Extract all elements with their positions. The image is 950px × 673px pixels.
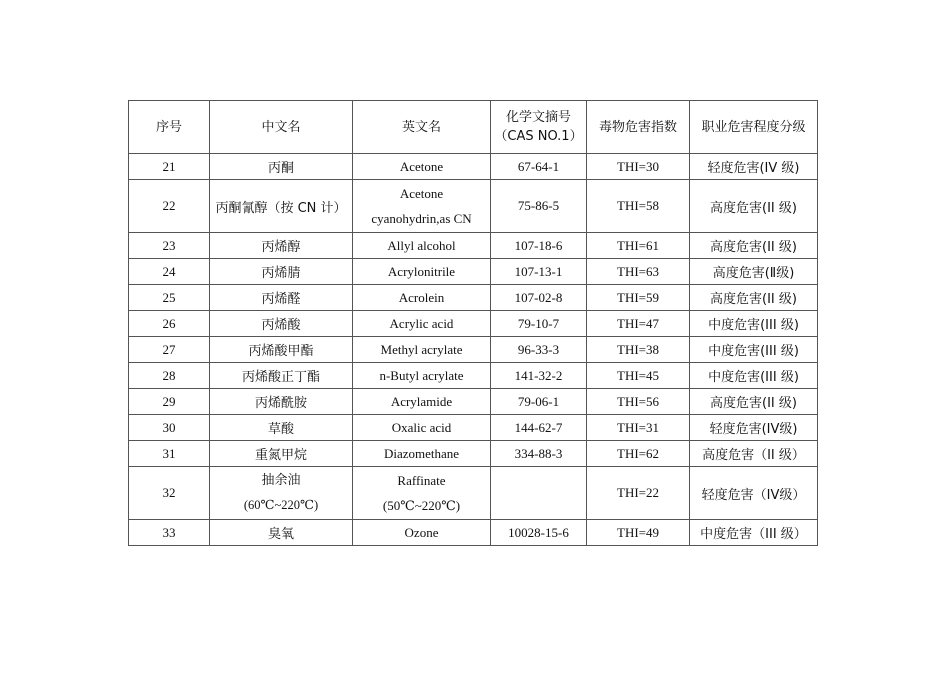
table-row [129,259,818,285]
cell-thi: THI=49 [587,520,690,546]
cell-english-name: Allyl alcohol [353,233,491,259]
cell-chinese-name: 丙烯醇 [210,233,353,259]
cell-no: 23 [129,233,210,259]
table-row [129,363,818,389]
cell-english-name: Ozone [353,520,491,546]
cell-no: 22 [129,180,210,233]
cell-english-name: Methyl acrylate [353,337,491,363]
cell-chinese-name: 丙烯酸 [210,311,353,337]
cell-grade: 高度危害(II 级) [690,180,818,233]
cell-english-name: Oxalic acid [353,415,491,441]
cell-grade: 高度危害(II 级) [690,233,818,259]
cell-cas: 334-88-3 [491,441,587,467]
table-row [129,441,818,467]
cell-thi: THI=62 [587,441,690,467]
header-thi: 毒物危害指数 [587,101,690,154]
cell-no: 31 [129,441,210,467]
cell-english-name-line2: (50℃~220℃) [382,498,461,513]
header-chinese-name: 中文名 [210,101,353,154]
header-row [129,101,818,154]
table-row [129,520,818,546]
cell-english-name-line1: Raffinate [397,473,446,488]
cell-no: 26 [129,311,210,337]
cell-english-name: Acrylamide [353,389,491,415]
table-row [129,285,818,311]
cell-thi: THI=30 [587,154,690,180]
cell-cas: 75-86-5 [491,180,587,233]
cell-grade: 高度危害(II 级) [690,389,818,415]
table-row [129,389,818,415]
cell-no: 25 [129,285,210,311]
cell-english-name-line2: cyanohydrin,as CN [371,211,472,226]
cell-chinese-name: 丙酮 [210,154,353,180]
table-row [129,467,818,520]
cell-cas: 107-02-8 [491,285,587,311]
cell-cas: 144-62-7 [491,415,587,441]
cell-thi: THI=58 [587,180,690,233]
cell-english-name: Acrylonitrile [353,259,491,285]
cell-chinese-name: 草酸 [210,415,353,441]
cell-thi: THI=59 [587,285,690,311]
table-row [129,180,818,233]
cell-cas: 67-64-1 [491,154,587,180]
cell-no: 30 [129,415,210,441]
cell-chinese-name: 丙烯酸甲酯 [210,337,353,363]
cell-chinese-name-line1: 抽余油 [261,473,301,488]
cell-english-name: n-Butyl acrylate [353,363,491,389]
cell-grade: 中度危害(III 级) [690,311,818,337]
cell-chinese-name: 丙烯醛 [210,285,353,311]
cell-english-name [353,467,491,520]
cell-chinese-name [210,467,353,520]
table-row [129,233,818,259]
cell-no: 21 [129,154,210,180]
table-row [129,154,818,180]
cell-chinese-name: 丙烯酰胺 [210,389,353,415]
header-no: 序号 [129,101,210,154]
cell-no: 27 [129,337,210,363]
cell-english-name: Acetone [353,154,491,180]
cell-no: 32 [129,467,210,520]
cell-grade: 轻度危害(IV 级) [690,154,818,180]
cell-grade: 高度危害(Ⅱ级) [690,259,818,285]
cell-chinese-name-line2: (60℃~220℃) [243,498,319,512]
cell-thi: THI=31 [587,415,690,441]
cell-cas: 141-32-2 [491,363,587,389]
header-cas-line2: （CAS NO.1） [494,129,583,144]
cell-thi: THI=47 [587,311,690,337]
cell-cas: 79-06-1 [491,389,587,415]
cell-english-name-line1: Acetone [399,186,444,201]
cell-thi: THI=45 [587,363,690,389]
cell-no: 24 [129,259,210,285]
table-row [129,415,818,441]
table-row [129,337,818,363]
cell-no: 28 [129,363,210,389]
header-grade: 职业危害程度分级 [690,101,818,154]
cell-chinese-name: 丙酮氰醇（按 CN 计） [210,180,353,233]
cell-grade: 中度危害(III 级) [690,337,818,363]
cell-chinese-name: 重氮甲烷 [210,441,353,467]
cell-cas: 79-10-7 [491,311,587,337]
cell-no: 29 [129,389,210,415]
cell-grade: 轻度危害（IV级） [690,467,818,520]
cell-no: 33 [129,520,210,546]
cell-cas: 96-33-3 [491,337,587,363]
cell-grade: 高度危害(II 级) [690,285,818,311]
cell-grade: 中度危害(III 级) [690,363,818,389]
table-row [129,311,818,337]
cell-thi: THI=22 [587,467,690,520]
cell-thi: THI=61 [587,233,690,259]
cell-english-name: Acrolein [353,285,491,311]
cell-grade: 轻度危害(IV级) [690,415,818,441]
cell-chinese-name: 丙烯酸正丁酯 [210,363,353,389]
cell-grade: 中度危害（III 级） [690,520,818,546]
cell-grade: 高度危害（II 级） [690,441,818,467]
cell-english-name: Diazomethane [353,441,491,467]
cell-thi: THI=56 [587,389,690,415]
cell-cas: 107-13-1 [491,259,587,285]
cell-cas [491,467,587,520]
header-cas [491,101,587,154]
cell-thi: THI=38 [587,337,690,363]
cell-english-name: Acrylic acid [353,311,491,337]
cell-thi: THI=63 [587,259,690,285]
header-english-name: 英文名 [353,101,491,154]
hazard-table [128,100,818,546]
header-cas-line1: 化学文摘号 [505,110,571,125]
cell-chinese-name: 臭氧 [210,520,353,546]
cell-chinese-name: 丙烯腈 [210,259,353,285]
cell-english-name [353,180,491,233]
cell-cas: 107-18-6 [491,233,587,259]
cell-cas: 10028-15-6 [491,520,587,546]
